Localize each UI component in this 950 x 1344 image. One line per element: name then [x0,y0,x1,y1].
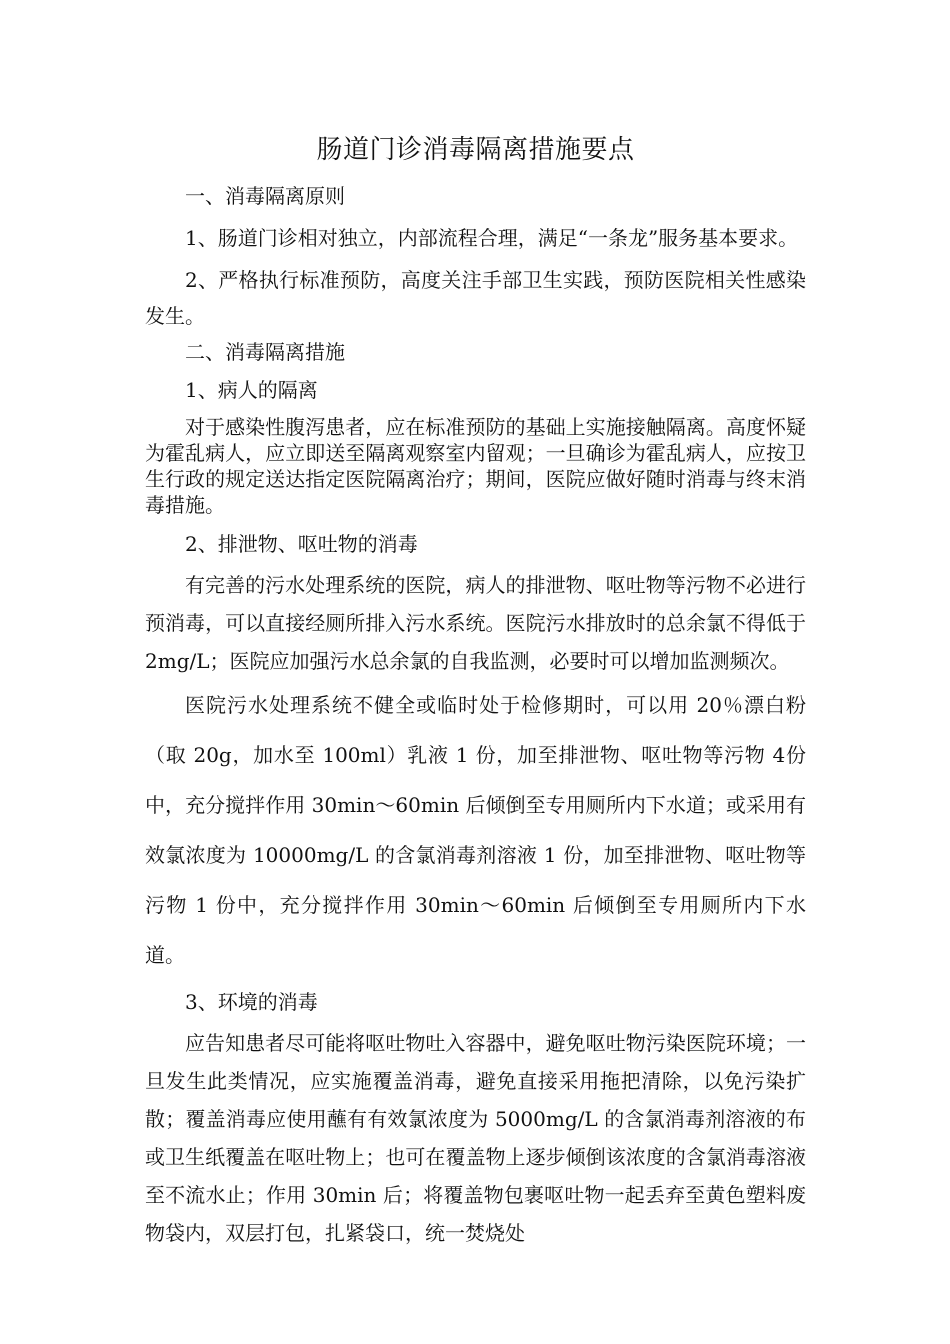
excreta-paragraph-1: 有完善的污水处理系统的医院，病人的排泄物、呕吐物等污物不必进行预消毒，可以直接经厕所排入污水系统。医院污水排放时的总余氯不得低于 2mg/L；医院应加强污水总余氯的自我监测，必要时可以增加监测频次。 [145,573,806,673]
section-heading-principles: 一、消毒隔离原则 [185,184,345,208]
environment-paragraph: 应告知患者尽可能将呕吐物吐入容器中，避免呕吐物污染医院环境；一旦发生此类情况，应实施覆盖消毒，避免直接采用拖把清除，以免污染扩散；覆盖消毒应使用蘸有有效氯浓度为 5000mg/L 的含氯消毒剂溶液的布或卫生纸覆盖在呕吐物上；也可在覆盖物上逐步倾倒该浓度的含氯消毒溶液至不流水止；作用 30min 后；将覆盖物包裹呕吐物一起丢弃至黄色塑料废物袋内，双层打包，扎紧袋口，统一焚烧处 [145,1031,806,1245]
patient-isolation-paragraph: 对于感染性腹泻患者，应在标准预防的基础上实施接触隔离。高度怀疑为霍乱病人，应立即送至隔离观察室内留观；一旦确诊为霍乱病人，应按卫生行政的规定送达指定医院隔离治疗；期间，医院应做好随时消毒与终末消毒措施。 [145,415,806,517]
subsection-heading-patient-isolation: 1、病人的隔离 [185,378,318,402]
subsection-heading-environment: 3、环境的消毒 [185,990,318,1014]
section-heading-measures: 二、消毒隔离措施 [185,340,345,364]
excreta-paragraph-2: 医院污水处理系统不健全或临时处于检修期时，可以用 20％漂白粉（取 20g，加水至 100ml）乳液 1 份，加至排泄物、呕吐物等污物 4份中，充分搅拌作用 30min～60min 后倾倒至专用厕所内下水道；或采用有效氯浓度为 10000mg/L 的含氯消毒剂溶液 1 份，加至排泄物、呕吐物等污物 1 份中，充分搅拌作用 30min～60min 后倾倒至专用厕所内下水道。 [145,693,806,967]
document-page [145,128,806,1252]
principle-item-2: 2、严格执行标准预防，高度关注手部卫生实践，预防医院相关性感染发生。 [145,268,806,328]
subsection-heading-excreta: 2、排泄物、呕吐物的消毒 [185,532,418,556]
principle-item-1: 1、肠道门诊相对独立，内部流程合理，满足“一条龙”服务基本要求。 [185,226,799,250]
document-title: 肠道门诊消毒隔离措施要点 [316,135,635,165]
